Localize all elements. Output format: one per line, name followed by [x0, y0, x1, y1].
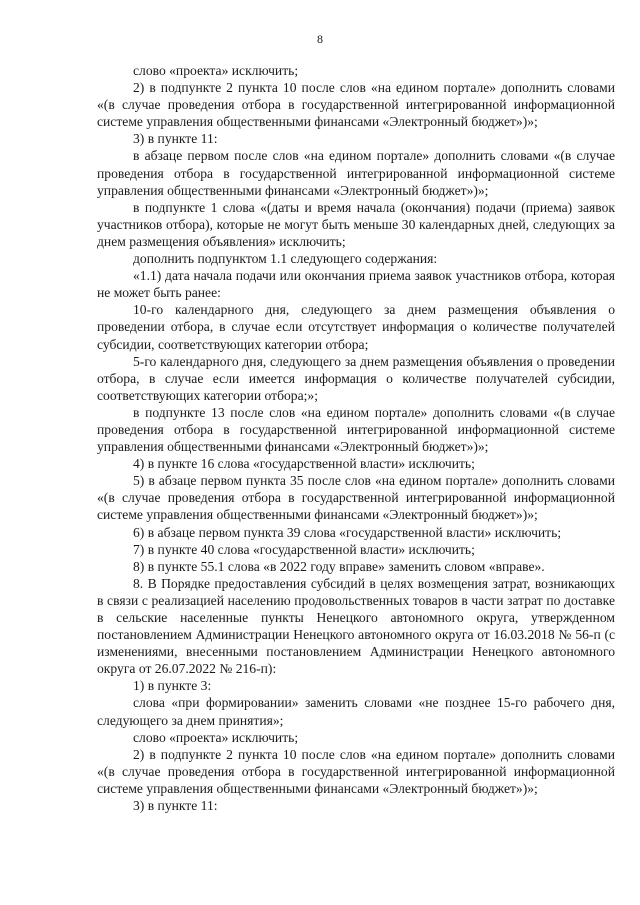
- paragraph: 5-го календарного дня, следующего за днем размещения объявления о проведении отбора, в случае если имеется информация о количестве получателей субсидии, соответствующих категории отбора;»;: [97, 353, 615, 403]
- paragraph: 6) в абзаце первом пункта 39 слова «государственной власти» исключить;: [133, 524, 562, 540]
- paragraph: 2) в подпункте 2 пункта 10 после слов «на едином портале» дополнить словами «(в случае проведения отбора в государственной интегрированной информационной системе управления общественными финансами «Электронный бюджет»)»;: [97, 746, 615, 796]
- paragraph: 8) в пункте 55.1 слова «в 2022 году вправе» заменить словом «вправе».: [133, 558, 545, 574]
- paragraph: 7) в пункте 40 слова «государственной власти» исключить;: [133, 541, 475, 557]
- paragraph: «1.1) дата начала подачи или окончания приема заявок участников отбора, которая не может быть ранее:: [97, 268, 615, 301]
- page-number: 8: [317, 32, 323, 46]
- paragraph: 1) в пункте 3:: [133, 678, 212, 694]
- paragraph: 10-го календарного дня, следующего за днем размещения объявления о проведении отбора, в случае если отсутствует информация о количестве получателей субсидии, соответствующих категории отбора;: [97, 302, 615, 352]
- paragraph: слова «при формировании» заменить словами «не позднее 15-го рабочего дня, следующего за днем принятия»;: [97, 695, 615, 728]
- paragraph: дополнить подпунктом 1.1 следующего содержания:: [133, 251, 438, 267]
- paragraph: 2) в подпункте 2 пункта 10 после слов «на едином портале» дополнить словами «(в случае проведения отбора в государственной интегрированной информационной системе управления общественными финансами «Электронный бюджет»)»;: [97, 80, 615, 130]
- paragraph: 8. В Порядке предоставления субсидий в целях возмещения затрат, возникающих в связи с реализацией населению продовольственных товаров в части затрат по доставке в сельские населенные пункты Ненецкого автономного округа, утвержденном постановлением Администрации Ненецкого автономного округа от 16.03.2018 № 56-п (с изменениями, внесенными постановлением Администрации Ненецкого автономного округа от 26.07.2022 № 216-п):: [97, 575, 615, 677]
- paragraph: в абзаце первом после слов «на едином портале» дополнить словами «(в случае проведения отбора в государственной интегрированной информационной системе управления общественными финансами «Электронный бюджет»)»;: [97, 148, 615, 198]
- paragraph: 4) в пункте 16 слова «государственной власти» исключить;: [133, 456, 475, 472]
- paragraph: 3) в пункте 11:: [133, 798, 218, 814]
- paragraph: 3) в пункте 11:: [133, 131, 218, 147]
- paragraph: 5) в абзаце первом пункта 35 после слов «на едином портале» дополнить словами «(в случае проведения отбора в государственной интегрированной информационной системе управления общественными финансами «Электронный бюджет»)»;: [97, 473, 615, 523]
- paragraph: в подпункте 13 после слов «на едином портале» дополнить словами «(в случае проведения отбора в государственной интегрированной информационной системе управления общественными финансами «Электронный бюджет»)»;: [97, 404, 615, 455]
- paragraph: в подпункте 1 слова «(даты и время начала (окончания) подачи (приема) заявок участников отбора), которые не могут быть меньше 30 календарных дней, следующих за днем размещения объявления» исключить;: [97, 199, 615, 249]
- document-body: [97, 62, 615, 814]
- paragraph: слово «проекта» исключить;: [133, 729, 299, 745]
- paragraph: слово «проекта» исключить;: [133, 63, 299, 78]
